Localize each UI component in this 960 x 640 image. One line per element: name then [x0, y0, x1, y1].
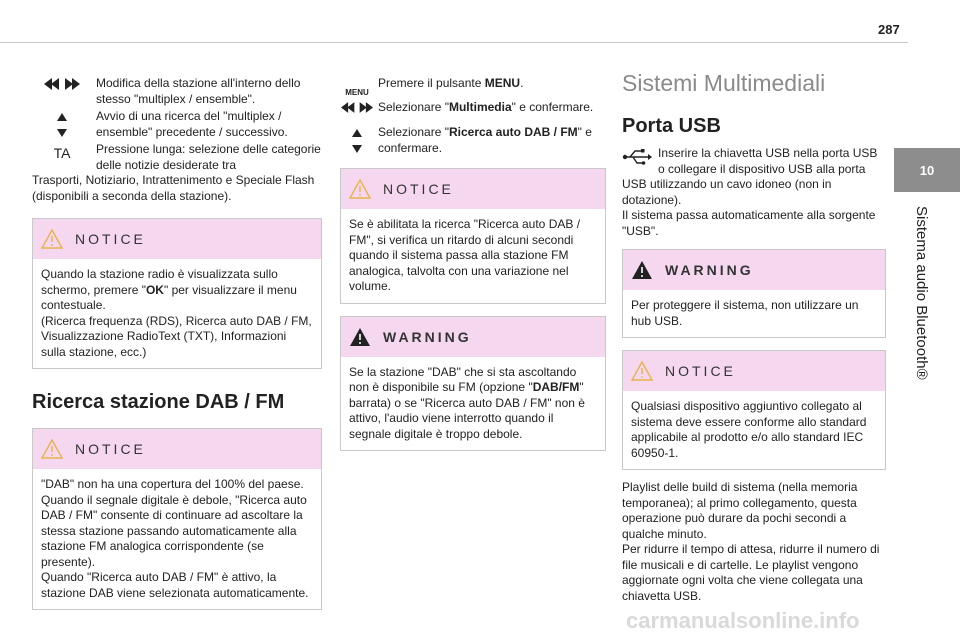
- text: Per ridurre il tempo di attesa, ridurre il numero di file musicali e di cartelle. Le playlist vengono aggiornate ogni volta che viene collegata una chiavetta USB.: [622, 542, 880, 603]
- text: "DAB" non ha una copertura del 100% del paese.: [41, 477, 304, 491]
- notice-header: [33, 429, 321, 469]
- text: Il sistema passa automaticamente alla sorgente "USB".: [622, 208, 876, 238]
- chapter-title: [900, 206, 940, 506]
- bold-text: Multimedia: [448, 99, 512, 114]
- warning-box: [622, 249, 886, 338]
- text: " e confermare.: [511, 99, 594, 114]
- bold-text: Ricerca auto DAB / FM: [448, 125, 578, 139]
- notice-triangle-icon: [41, 439, 63, 459]
- up-down-triangles-icon: [340, 127, 374, 161]
- usb-paragraph: [622, 146, 886, 239]
- text: .: [520, 76, 524, 90]
- up-down-triangles-icon: [32, 111, 92, 145]
- warning-header: [623, 250, 885, 290]
- header-rule: [0, 42, 908, 43]
- skip-arrows-icon: [32, 78, 92, 96]
- text: Se la stazione "DAB" che si sta ascoltando non è disponibile su FM (opzione ": [349, 364, 577, 394]
- notice-label: NOTICE: [75, 231, 146, 247]
- section-heading: Porta USB: [622, 115, 721, 137]
- column-1: [32, 76, 322, 610]
- menu-icon: MENU: [345, 88, 369, 97]
- text: (Ricerca frequenza (RDS), Ricerca auto DAB / FM, Visualizzazione RadioText (TXT), Informazioni sulla stazione, ecc.): [41, 313, 312, 359]
- warning-label: WARNING: [383, 328, 472, 345]
- warning-box: [340, 316, 606, 452]
- column-2: [340, 76, 606, 451]
- item-text: Pressione lunga: selezione delle categorie delle notizie desiderate tra: [96, 142, 321, 172]
- notice-box: [32, 428, 322, 610]
- item-text: Modifica della stazione all'interno dello stesso "multiplex / ensemble".: [96, 76, 301, 106]
- item-text: Avvio di una ricerca del "multiplex / ensemble" precedente / successivo.: [96, 109, 288, 139]
- text: Inserire la chiavetta USB nella porta USB o collegare il dispositivo USB alla porta: [658, 146, 878, 176]
- text: Quando la stazione radio è visualizzata sullo schermo, premere ": [41, 267, 278, 297]
- notice-header: [341, 169, 605, 209]
- ta-icon: TA: [53, 145, 71, 161]
- notice-header: [33, 219, 321, 259]
- text: Premere il pulsante: [378, 76, 485, 90]
- paragraph: [622, 480, 886, 604]
- notice-triangle-icon: [349, 179, 371, 199]
- text: " e confermare.: [378, 125, 592, 155]
- list-item: [32, 76, 322, 107]
- notice-box: [340, 168, 606, 304]
- chapter-tab: [894, 148, 960, 192]
- text: Selezionare ": [378, 125, 449, 139]
- watermark: carmanualsonline.info: [626, 608, 860, 633]
- text: Selezionare ": [378, 99, 449, 114]
- step-item: [340, 100, 606, 116]
- notice-header: [623, 351, 885, 391]
- list-item: [32, 142, 322, 204]
- skip-arrows-icon: [340, 102, 374, 119]
- text: " per visualizzare il menu contestuale.: [41, 282, 297, 312]
- text: Quando il segnale digitale è debole, "Ricerca auto DAB / FM" consente di continuare ad ascoltare la stessa stazione passando automaticamente alla stazione FM analogica corrispondente (se presente).: [41, 492, 307, 569]
- warning-label: WARNING: [665, 262, 754, 278]
- bold-text: MENU: [484, 76, 521, 90]
- warning-body: Per proteggere il sistema, non utilizzare un hub USB.: [631, 298, 859, 328]
- notice-triangle-icon: [631, 361, 653, 381]
- chapter-number: 10: [919, 162, 935, 178]
- warning-body: [341, 357, 605, 451]
- notice-label: NOTICE: [75, 441, 146, 457]
- chapter-title-text: Sistema audio Bluetooth®: [913, 206, 930, 380]
- text: USB utilizzando un cavo idoneo (non in dotazione).: [622, 177, 832, 207]
- text: " barrata) o se "Ricerca auto DAB / FM" non è attivo, l'audio viene interrotto quando il segnale digitale è troppo debole.: [349, 380, 585, 441]
- warning-triangle-icon: [349, 327, 371, 347]
- text: Playlist delle build di sistema (nella memoria temporanea); al primo collegamento, questa operazione può durare da pochi secondi a qualche minuto.: [622, 480, 858, 541]
- notice-label: NOTICE: [665, 363, 736, 379]
- chapter-heading: Sistemi Multimediali: [622, 70, 826, 96]
- list-item: [32, 109, 322, 140]
- page-number: 287: [878, 22, 900, 37]
- item-text-rest: Trasporti, Notiziario, Intrattenimento e Speciale Flash (disponibili a seconda della stazione).: [32, 173, 315, 203]
- notice-body: [33, 469, 321, 609]
- text: Quando "Ricerca auto DAB / FM" è attivo, la stazione DAB viene selezionata automaticamente.: [41, 570, 309, 600]
- notice-body: Qualsiasi dispositivo aggiuntivo collegato al sistema deve essere conforme allo standard applicabile al prodotto e/o allo standard IEC 60950-1.: [631, 399, 867, 460]
- notice-body: Se è abilitata la ricerca "Ricerca auto DAB / FM", si verifica un ritardo di alcuni secondi quando il sistema passa alla stazione FM analogica, talvolta con una variazione nel volume.: [349, 217, 581, 293]
- notice-label: NOTICE: [383, 181, 454, 197]
- bold-text: OK: [145, 282, 164, 297]
- section-heading: Ricerca stazione DAB / FM: [32, 391, 285, 413]
- warning-triangle-icon: [631, 260, 653, 280]
- notice-box: [32, 218, 322, 369]
- column-3: [622, 70, 886, 604]
- notice-body: [33, 259, 321, 368]
- bold-text: DAB/FM: [532, 380, 580, 394]
- step-item: [340, 76, 606, 97]
- step-item: [340, 125, 606, 156]
- usb-icon: [622, 148, 652, 171]
- notice-box: [622, 350, 886, 470]
- warning-header: [341, 317, 605, 357]
- notice-triangle-icon: [41, 229, 63, 249]
